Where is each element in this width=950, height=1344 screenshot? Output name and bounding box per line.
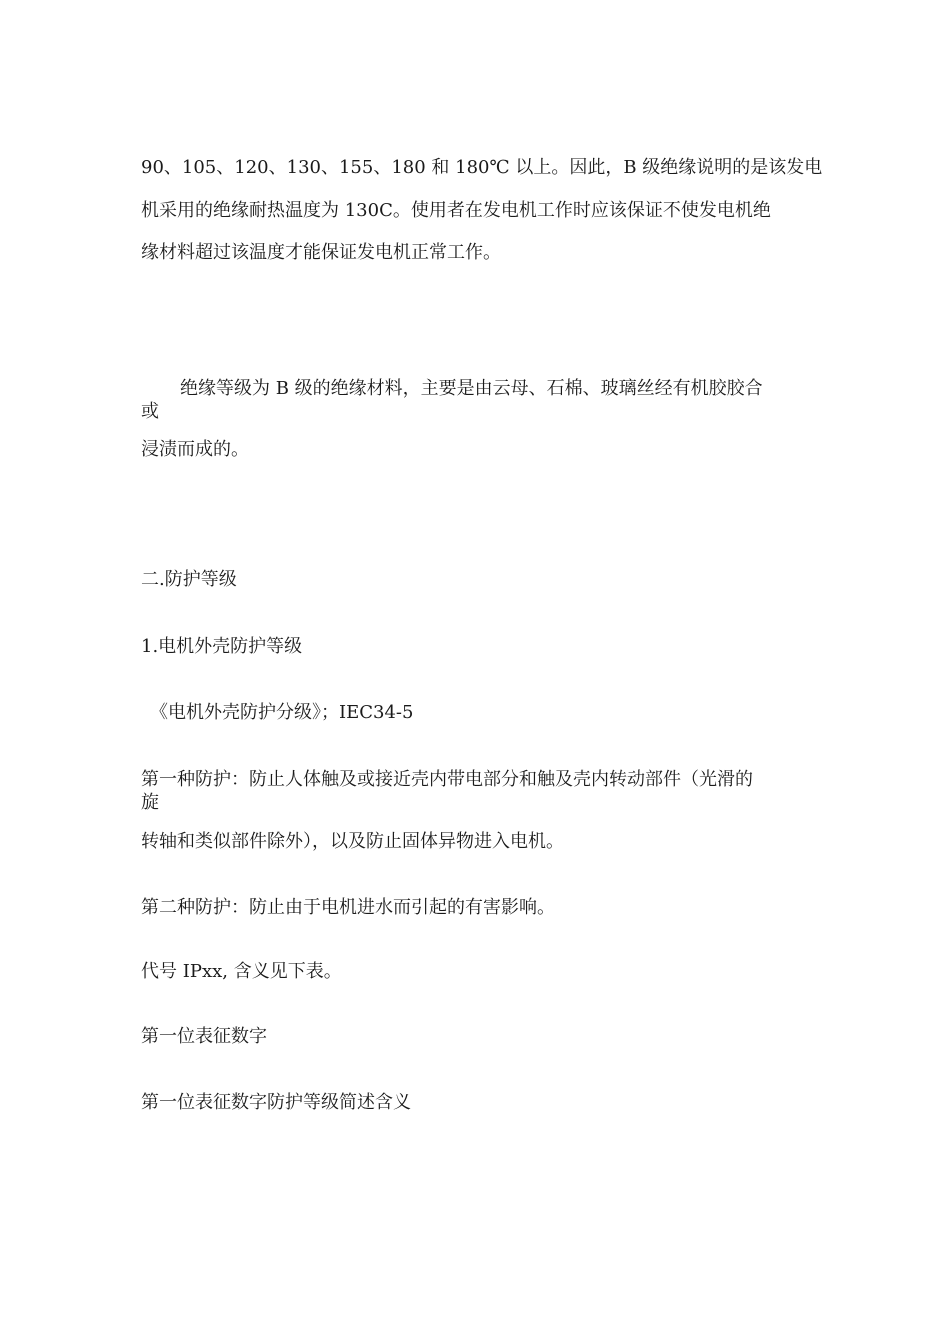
paragraph-1-line-3: 缘材料超过该温度才能保证发电机正常工作。 <box>141 242 501 263</box>
protection-1-line-2: 旋 <box>141 792 159 813</box>
code-note: 代号 IPxx, 含义见下表。 <box>141 961 342 982</box>
protection-1-line-1: 第一种防护：防止人体触及或接近壳内带电部分和触及壳内转动部件（光滑的 <box>141 769 753 790</box>
protection-1-line-3: 转轴和类似部件除外），以及防止固体异物进入电机。 <box>141 831 564 852</box>
subsection-heading: 1.电机外壳防护等级 <box>141 636 303 657</box>
paragraph-2-line-2: 或 <box>141 401 159 422</box>
protection-2: 第二种防护：防止由于电机进水而引起的有害影响。 <box>141 897 555 918</box>
table-label-first-digit-meaning: 第一位表征数字防护等级简述含义 <box>141 1092 411 1113</box>
table-label-first-digit: 第一位表征数字 <box>141 1026 267 1047</box>
standard-reference: 《电机外壳防护分级》；IEC34-5 <box>150 702 414 723</box>
section-heading: 二.防护等级 <box>141 569 237 590</box>
paragraph-1-line-1: 90、105、120、130、155、180 和 180℃ 以上。因此，B 级绝缘说明的是该发电 <box>141 157 823 178</box>
paragraph-1-line-2: 机采用的绝缘耐热温度为 130C。使用者在发电机工作时应该保证不使发电机绝 <box>141 200 771 221</box>
paragraph-2-line-1: 绝缘等级为 B 级的绝缘材料，主要是由云母、石棉、玻璃丝经有机胶胶合 <box>180 378 763 399</box>
paragraph-2-line-3: 浸渍而成的。 <box>141 439 249 460</box>
